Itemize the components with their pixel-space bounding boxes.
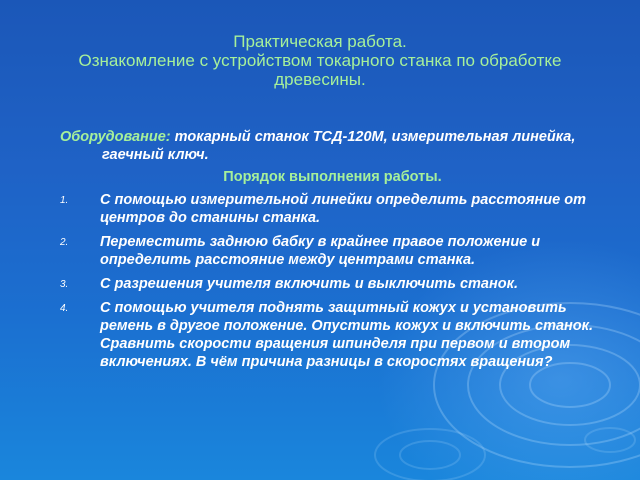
list-item-number: 3. [60,279,69,290]
list-item-text: С помощью измерительной линейки определить расстояние от центров до станины станка. [100,192,586,226]
order-heading: Порядок выполнения работы. [223,169,442,185]
slide-title [40,32,600,89]
list-item-text: С разрешения учителя включить и выключить станок. [100,276,518,292]
list-item [60,275,605,293]
steps-list [60,191,605,371]
list-item-number: 2. [60,237,69,248]
list-item-number: 4. [60,303,69,314]
title-line-1: Практическая работа. [233,32,407,51]
equipment-text: токарный станок ТСД-120М, измерительная линейка, гаечный ключ. [102,129,576,163]
title-line-3: древесины. [274,70,366,89]
list-item-text: С помощью учителя поднять защитный кожух и установить ремень в другое положение. Опустить кожух и включить станок. Сравнить скорости вращения шпинделя при первом и втором включениях. В чём причина разницы в скоростях вращения? [100,300,594,370]
list-item [60,233,605,269]
list-item [60,299,605,371]
list-item-number: 1. [60,195,69,206]
list-item-text: Переместить заднюю бабку в крайнее правое положение и определить расстояние между центрами станка. [100,234,541,268]
equipment-paragraph [60,128,605,164]
title-line-2: Ознакомление с устройством токарного станка по обработке [78,51,562,70]
equipment-label: Оборудование: [60,129,171,145]
slide-content [60,128,605,377]
list-item [60,191,605,227]
